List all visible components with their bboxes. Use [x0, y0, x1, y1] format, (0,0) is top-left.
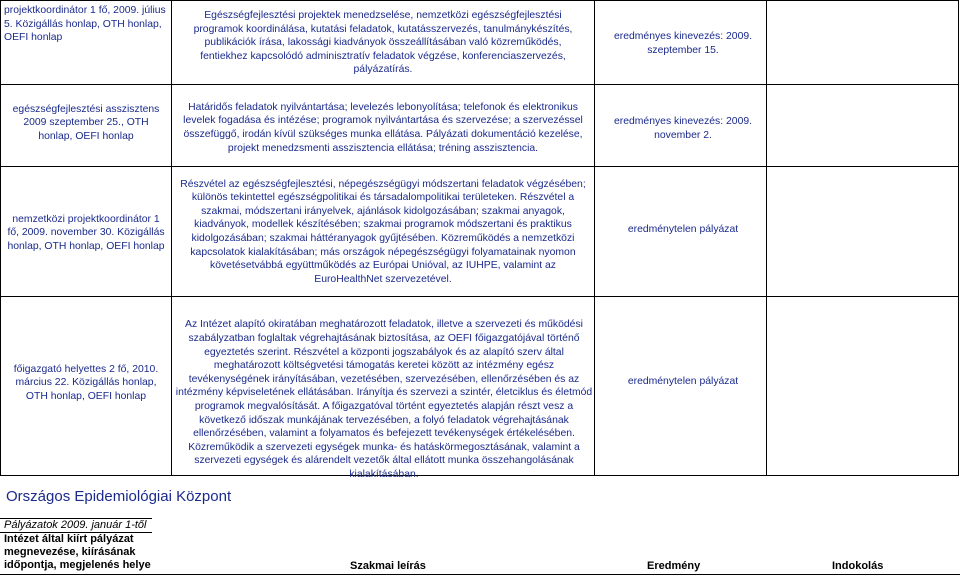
- row-2-description: Határidős feladatok nyilvántartása; levelezés lebonyolítása; telefonok és elektronikus levelek fogadása és intézése; programok nyilvántartása és szervezése; a szervezéssel összefüggő, irodán kívül szükséges munka ellátása. Pályázati dokumentáció kezelése, projekt menedzsmenti asszisztencia ellátása; tréning asszisztencia.: [183, 101, 583, 154]
- header-col-description: Szakmai leírás: [350, 560, 426, 572]
- row-1-description: Egészségfejlesztési projektek menedzselése, nemzetközi egészségfejlesztési programok koordinálása, kutatási feladatok, kutatásszervezés, tanulmánykészítés, publikációk írása, lakossági kiadványok összeállításában való közreműködés, fentiekhez kapcsolódó adminisztratív feladatok végzése, konferenciaszervezés, pályázatírás.: [193, 10, 573, 76]
- header-col-reason: Indokolás: [832, 560, 884, 572]
- header-period: Pályázatok 2009. január 1-től: [4, 519, 147, 531]
- header-col-position-1: Intézet által kiírt pályázat: [4, 533, 134, 545]
- org-title: Országos Epidemiológiai Központ: [6, 488, 232, 505]
- row-1-result: eredményes kinevezés: 2009. szeptember 15.: [613, 31, 753, 56]
- header-col-result: Eredmény: [647, 560, 701, 572]
- row-4-position: főigazgató helyettes 2 fő, 2010. március 22. Közigállás honlap, OTH honlap, OEFI honlap: [13, 363, 159, 402]
- row-3-position: nemzetközi projektkoordinátor 1 fő, 2009. november 30. Közigállás honlap, OTH honlap, OEFI honlap: [7, 213, 165, 252]
- row-4-result: eredménytelen pályázat: [627, 376, 739, 388]
- row-4-description: Az Intézet alapító okiratában meghatározott feladatok, illetve a szervezeti és működési szabályzatban foglaltak végrehajtásának biztosítása, az OEFI főigazgatójával történő egyeztetés szerint. Részvétel a központi jogszabályok és az alapító szerv által meghatározott költségvetési támogatás keretei között az intézmény egész tevékenységének irányításában, vezetésében, szervezésében, ellenőrzésében és az intézmény képviseletének ellátásában. Irányítja és szervezi a szintér, életciklus és életmód programok megvalósítását. A főigazgatóval történt egyeztetés alapján részt vesz a következő időszak munkájának tervezésében, a folyó feladatok végrehajtásának ellenőrzésében, valamint a folyamatos és befejezett tevékenységek értékelésében. Közreműködik a szervezeti egységek munka- és hatáskörmegosztásának, valamint a szervezeti egységek és alárendelt vezetők által ellátott munka összehangolásának: [175, 319, 593, 467]
- row-3-description: Részvétel az egészségfejlesztési, népegészségügyi módszertani feladatok végzésében; különös tekintettel egészségpolitikai és társadalompolitikai területeken. Részvétel a szakmai, módszertani irányelvek, ajánlások kidolgozásában; szakmai anyagok, kiadványok, modellek készítésében; szakmai programok módszertani és praktikus kidolgozásában; szakmai háttéranyagok gyűjtésében. Közreműködés a nemzetközi kapcsolatok kialakításában; más országok népegészségügyi folyamatainak nyomon követésetvábbá együttműködés az Európai Unióval, az IUHPE, valamint az EuroHealthNet szervezetével.: [180, 178, 586, 285]
- row-3-result: eredménytelen pályázat: [627, 224, 739, 236]
- header-col-position-2: megnevezése, kiírásának: [4, 546, 136, 558]
- row-2-position: egészségfejlesztési asszisztens 2009 szeptember 25., OTH honlap, OEFI honlap: [12, 103, 160, 142]
- row-2-result: eredményes kinevezés: 2009. november 2.: [613, 116, 753, 141]
- header-col-position-3: időpontja, megjelenés helye: [4, 559, 151, 571]
- row-1-position: projektkoordinátor 1 fő, 2009. július 5. Közigállás honlap, OTH honlap, OEFI honlap: [4, 5, 166, 44]
